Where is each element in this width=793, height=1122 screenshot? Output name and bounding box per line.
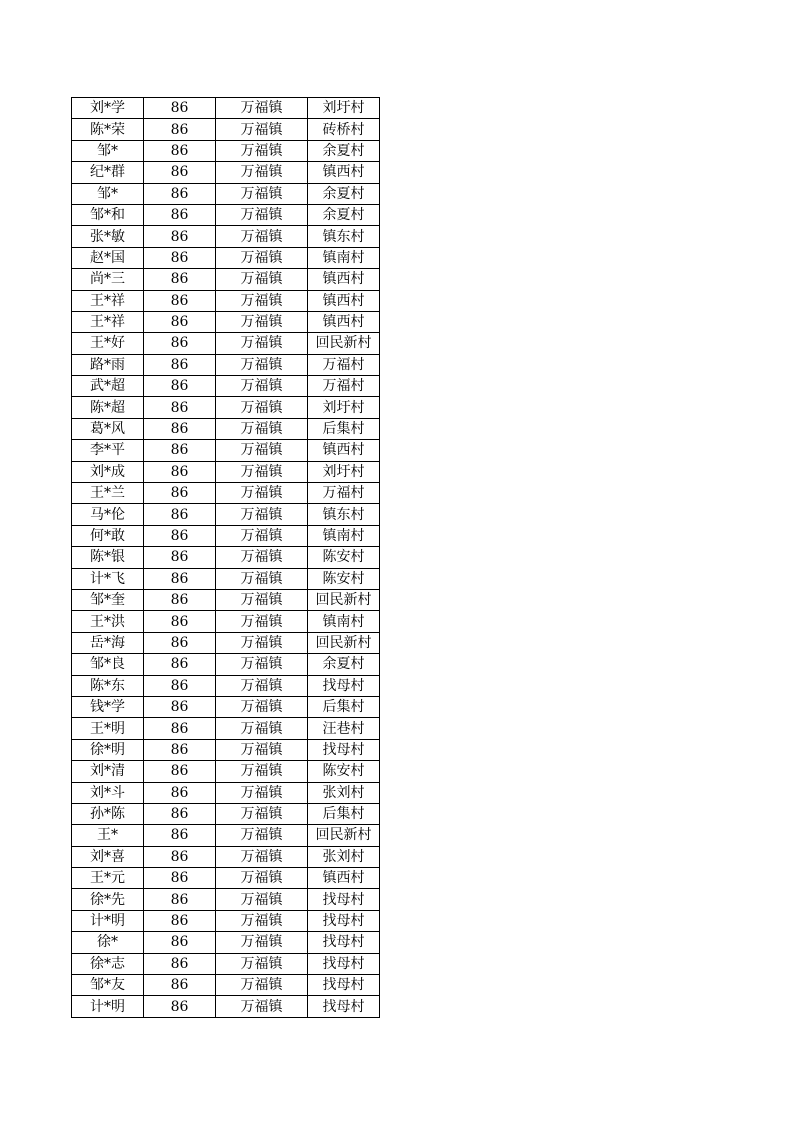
table-row bbox=[72, 782, 380, 803]
score-cell: 86 bbox=[144, 461, 216, 482]
village-cell: 镇西村 bbox=[308, 311, 380, 332]
town-cell: 万福镇 bbox=[216, 525, 308, 546]
village-cell: 镇西村 bbox=[308, 162, 380, 183]
score-cell: 86 bbox=[144, 632, 216, 653]
score-cell: 86 bbox=[144, 418, 216, 439]
name-cell: 邹*奎 bbox=[72, 589, 144, 610]
town-cell: 万福镇 bbox=[216, 204, 308, 225]
town-cell: 万福镇 bbox=[216, 140, 308, 161]
score-cell: 86 bbox=[144, 397, 216, 418]
village-cell: 万福村 bbox=[308, 376, 380, 397]
score-cell: 86 bbox=[144, 568, 216, 589]
name-cell: 邹*良 bbox=[72, 654, 144, 675]
score-cell: 86 bbox=[144, 269, 216, 290]
village-cell: 刘圩村 bbox=[308, 461, 380, 482]
name-cell: 李*平 bbox=[72, 440, 144, 461]
table-row bbox=[72, 98, 380, 119]
town-cell: 万福镇 bbox=[216, 696, 308, 717]
table-row bbox=[72, 932, 380, 953]
town-cell: 万福镇 bbox=[216, 226, 308, 247]
score-cell: 86 bbox=[144, 611, 216, 632]
town-cell: 万福镇 bbox=[216, 632, 308, 653]
town-cell: 万福镇 bbox=[216, 354, 308, 375]
table-row bbox=[72, 953, 380, 974]
name-cell: 邹*和 bbox=[72, 204, 144, 225]
table-row bbox=[72, 119, 380, 140]
score-cell: 86 bbox=[144, 975, 216, 996]
town-cell: 万福镇 bbox=[216, 247, 308, 268]
score-cell: 86 bbox=[144, 440, 216, 461]
name-cell: 纪*群 bbox=[72, 162, 144, 183]
town-cell: 万福镇 bbox=[216, 504, 308, 525]
village-cell: 后集村 bbox=[308, 418, 380, 439]
name-cell: 岳*海 bbox=[72, 632, 144, 653]
town-cell: 万福镇 bbox=[216, 290, 308, 311]
table-row bbox=[72, 311, 380, 332]
score-cell: 86 bbox=[144, 119, 216, 140]
town-cell: 万福镇 bbox=[216, 589, 308, 610]
name-cell: 徐*明 bbox=[72, 739, 144, 760]
village-cell: 镇南村 bbox=[308, 525, 380, 546]
table-row bbox=[72, 568, 380, 589]
village-cell: 回民新村 bbox=[308, 632, 380, 653]
town-cell: 万福镇 bbox=[216, 183, 308, 204]
village-cell: 回民新村 bbox=[308, 333, 380, 354]
score-cell: 86 bbox=[144, 98, 216, 119]
town-cell: 万福镇 bbox=[216, 440, 308, 461]
village-cell: 镇南村 bbox=[308, 611, 380, 632]
village-cell: 找母村 bbox=[308, 675, 380, 696]
name-cell: 张*敏 bbox=[72, 226, 144, 247]
name-cell: 王*祥 bbox=[72, 311, 144, 332]
table-row bbox=[72, 589, 380, 610]
town-cell: 万福镇 bbox=[216, 119, 308, 140]
score-cell: 86 bbox=[144, 204, 216, 225]
village-cell: 汪巷村 bbox=[308, 718, 380, 739]
name-cell: 邹* bbox=[72, 183, 144, 204]
score-cell: 86 bbox=[144, 547, 216, 568]
table-row bbox=[72, 140, 380, 161]
table-body bbox=[72, 98, 380, 1018]
village-cell: 余夏村 bbox=[308, 183, 380, 204]
table-row bbox=[72, 975, 380, 996]
score-cell: 86 bbox=[144, 525, 216, 546]
village-cell: 刘圩村 bbox=[308, 98, 380, 119]
table-row bbox=[72, 333, 380, 354]
village-cell: 张刘村 bbox=[308, 782, 380, 803]
town-cell: 万福镇 bbox=[216, 418, 308, 439]
village-cell: 刘圩村 bbox=[308, 397, 380, 418]
score-cell: 86 bbox=[144, 354, 216, 375]
town-cell: 万福镇 bbox=[216, 761, 308, 782]
name-cell: 陈*超 bbox=[72, 397, 144, 418]
table-row bbox=[72, 632, 380, 653]
table-row bbox=[72, 525, 380, 546]
table-row bbox=[72, 247, 380, 268]
name-cell: 刘*喜 bbox=[72, 846, 144, 867]
score-cell: 86 bbox=[144, 825, 216, 846]
name-cell: 陈*荣 bbox=[72, 119, 144, 140]
table-row bbox=[72, 397, 380, 418]
village-cell: 找母村 bbox=[308, 739, 380, 760]
data-table bbox=[71, 97, 380, 1018]
table-row bbox=[72, 761, 380, 782]
name-cell: 邹*友 bbox=[72, 975, 144, 996]
town-cell: 万福镇 bbox=[216, 739, 308, 760]
name-cell: 刘*学 bbox=[72, 98, 144, 119]
village-cell: 找母村 bbox=[308, 889, 380, 910]
table-row bbox=[72, 547, 380, 568]
table-row bbox=[72, 868, 380, 889]
village-cell: 陈安村 bbox=[308, 568, 380, 589]
score-cell: 86 bbox=[144, 782, 216, 803]
town-cell: 万福镇 bbox=[216, 547, 308, 568]
score-cell: 86 bbox=[144, 183, 216, 204]
score-cell: 86 bbox=[144, 910, 216, 931]
town-cell: 万福镇 bbox=[216, 910, 308, 931]
village-cell: 余夏村 bbox=[308, 204, 380, 225]
town-cell: 万福镇 bbox=[216, 718, 308, 739]
score-cell: 86 bbox=[144, 932, 216, 953]
town-cell: 万福镇 bbox=[216, 675, 308, 696]
name-cell: 计*明 bbox=[72, 996, 144, 1017]
name-cell: 葛*风 bbox=[72, 418, 144, 439]
table-row bbox=[72, 718, 380, 739]
name-cell: 王* bbox=[72, 825, 144, 846]
score-cell: 86 bbox=[144, 247, 216, 268]
score-cell: 86 bbox=[144, 589, 216, 610]
table-row bbox=[72, 376, 380, 397]
town-cell: 万福镇 bbox=[216, 846, 308, 867]
table-row bbox=[72, 675, 380, 696]
town-cell: 万福镇 bbox=[216, 825, 308, 846]
table-row bbox=[72, 440, 380, 461]
score-cell: 86 bbox=[144, 226, 216, 247]
town-cell: 万福镇 bbox=[216, 932, 308, 953]
town-cell: 万福镇 bbox=[216, 162, 308, 183]
name-cell: 王*明 bbox=[72, 718, 144, 739]
town-cell: 万福镇 bbox=[216, 98, 308, 119]
table-row bbox=[72, 504, 380, 525]
village-cell: 镇东村 bbox=[308, 504, 380, 525]
village-cell: 找母村 bbox=[308, 996, 380, 1017]
name-cell: 徐* bbox=[72, 932, 144, 953]
name-cell: 陈*银 bbox=[72, 547, 144, 568]
name-cell: 刘*清 bbox=[72, 761, 144, 782]
table-row bbox=[72, 269, 380, 290]
score-cell: 86 bbox=[144, 675, 216, 696]
score-cell: 86 bbox=[144, 696, 216, 717]
village-cell: 余夏村 bbox=[308, 140, 380, 161]
town-cell: 万福镇 bbox=[216, 953, 308, 974]
table-row bbox=[72, 696, 380, 717]
score-cell: 86 bbox=[144, 290, 216, 311]
table-row bbox=[72, 483, 380, 504]
table-row bbox=[72, 996, 380, 1017]
score-cell: 86 bbox=[144, 739, 216, 760]
table-row bbox=[72, 803, 380, 824]
town-cell: 万福镇 bbox=[216, 568, 308, 589]
town-cell: 万福镇 bbox=[216, 397, 308, 418]
score-cell: 86 bbox=[144, 803, 216, 824]
table-row bbox=[72, 611, 380, 632]
town-cell: 万福镇 bbox=[216, 996, 308, 1017]
town-cell: 万福镇 bbox=[216, 654, 308, 675]
name-cell: 王*元 bbox=[72, 868, 144, 889]
town-cell: 万福镇 bbox=[216, 889, 308, 910]
table-row bbox=[72, 183, 380, 204]
village-cell: 镇西村 bbox=[308, 290, 380, 311]
score-cell: 86 bbox=[144, 311, 216, 332]
name-cell: 邹* bbox=[72, 140, 144, 161]
name-cell: 尚*三 bbox=[72, 269, 144, 290]
score-cell: 86 bbox=[144, 654, 216, 675]
village-cell: 后集村 bbox=[308, 696, 380, 717]
score-cell: 86 bbox=[144, 376, 216, 397]
village-cell: 陈安村 bbox=[308, 547, 380, 568]
village-cell: 回民新村 bbox=[308, 589, 380, 610]
name-cell: 王*洪 bbox=[72, 611, 144, 632]
village-cell: 后集村 bbox=[308, 803, 380, 824]
score-cell: 86 bbox=[144, 846, 216, 867]
town-cell: 万福镇 bbox=[216, 461, 308, 482]
score-cell: 86 bbox=[144, 504, 216, 525]
town-cell: 万福镇 bbox=[216, 269, 308, 290]
table-row bbox=[72, 162, 380, 183]
village-cell: 镇南村 bbox=[308, 247, 380, 268]
table-row bbox=[72, 825, 380, 846]
score-cell: 86 bbox=[144, 333, 216, 354]
name-cell: 徐*志 bbox=[72, 953, 144, 974]
village-cell: 找母村 bbox=[308, 953, 380, 974]
town-cell: 万福镇 bbox=[216, 975, 308, 996]
name-cell: 徐*先 bbox=[72, 889, 144, 910]
table-row bbox=[72, 889, 380, 910]
name-cell: 王*好 bbox=[72, 333, 144, 354]
village-cell: 万福村 bbox=[308, 483, 380, 504]
village-cell: 找母村 bbox=[308, 910, 380, 931]
score-cell: 86 bbox=[144, 761, 216, 782]
table-row bbox=[72, 910, 380, 931]
table-row bbox=[72, 739, 380, 760]
village-cell: 镇西村 bbox=[308, 868, 380, 889]
table-row bbox=[72, 204, 380, 225]
name-cell: 赵*国 bbox=[72, 247, 144, 268]
name-cell: 马*伦 bbox=[72, 504, 144, 525]
village-cell: 余夏村 bbox=[308, 654, 380, 675]
name-cell: 孙*陈 bbox=[72, 803, 144, 824]
name-cell: 钱*学 bbox=[72, 696, 144, 717]
table-row bbox=[72, 846, 380, 867]
village-cell: 镇西村 bbox=[308, 269, 380, 290]
town-cell: 万福镇 bbox=[216, 483, 308, 504]
name-cell: 陈*东 bbox=[72, 675, 144, 696]
score-cell: 86 bbox=[144, 483, 216, 504]
village-cell: 陈安村 bbox=[308, 761, 380, 782]
name-cell: 计*明 bbox=[72, 910, 144, 931]
table-row bbox=[72, 418, 380, 439]
score-cell: 86 bbox=[144, 868, 216, 889]
village-cell: 万福村 bbox=[308, 354, 380, 375]
village-cell: 找母村 bbox=[308, 932, 380, 953]
score-cell: 86 bbox=[144, 996, 216, 1017]
village-cell: 张刘村 bbox=[308, 846, 380, 867]
score-cell: 86 bbox=[144, 140, 216, 161]
town-cell: 万福镇 bbox=[216, 782, 308, 803]
village-cell: 镇西村 bbox=[308, 440, 380, 461]
name-cell: 王*祥 bbox=[72, 290, 144, 311]
village-cell: 镇东村 bbox=[308, 226, 380, 247]
town-cell: 万福镇 bbox=[216, 311, 308, 332]
village-cell: 砖桥村 bbox=[308, 119, 380, 140]
name-cell: 何*敢 bbox=[72, 525, 144, 546]
village-cell: 回民新村 bbox=[308, 825, 380, 846]
score-cell: 86 bbox=[144, 718, 216, 739]
table-row bbox=[72, 226, 380, 247]
town-cell: 万福镇 bbox=[216, 333, 308, 354]
score-cell: 86 bbox=[144, 953, 216, 974]
name-cell: 刘*斗 bbox=[72, 782, 144, 803]
score-cell: 86 bbox=[144, 162, 216, 183]
table-row bbox=[72, 654, 380, 675]
table-row bbox=[72, 354, 380, 375]
name-cell: 武*超 bbox=[72, 376, 144, 397]
table-row bbox=[72, 290, 380, 311]
name-cell: 王*兰 bbox=[72, 483, 144, 504]
village-cell: 找母村 bbox=[308, 975, 380, 996]
town-cell: 万福镇 bbox=[216, 376, 308, 397]
town-cell: 万福镇 bbox=[216, 803, 308, 824]
town-cell: 万福镇 bbox=[216, 868, 308, 889]
name-cell: 刘*成 bbox=[72, 461, 144, 482]
town-cell: 万福镇 bbox=[216, 611, 308, 632]
score-cell: 86 bbox=[144, 889, 216, 910]
name-cell: 计*飞 bbox=[72, 568, 144, 589]
name-cell: 路*雨 bbox=[72, 354, 144, 375]
table-row bbox=[72, 461, 380, 482]
